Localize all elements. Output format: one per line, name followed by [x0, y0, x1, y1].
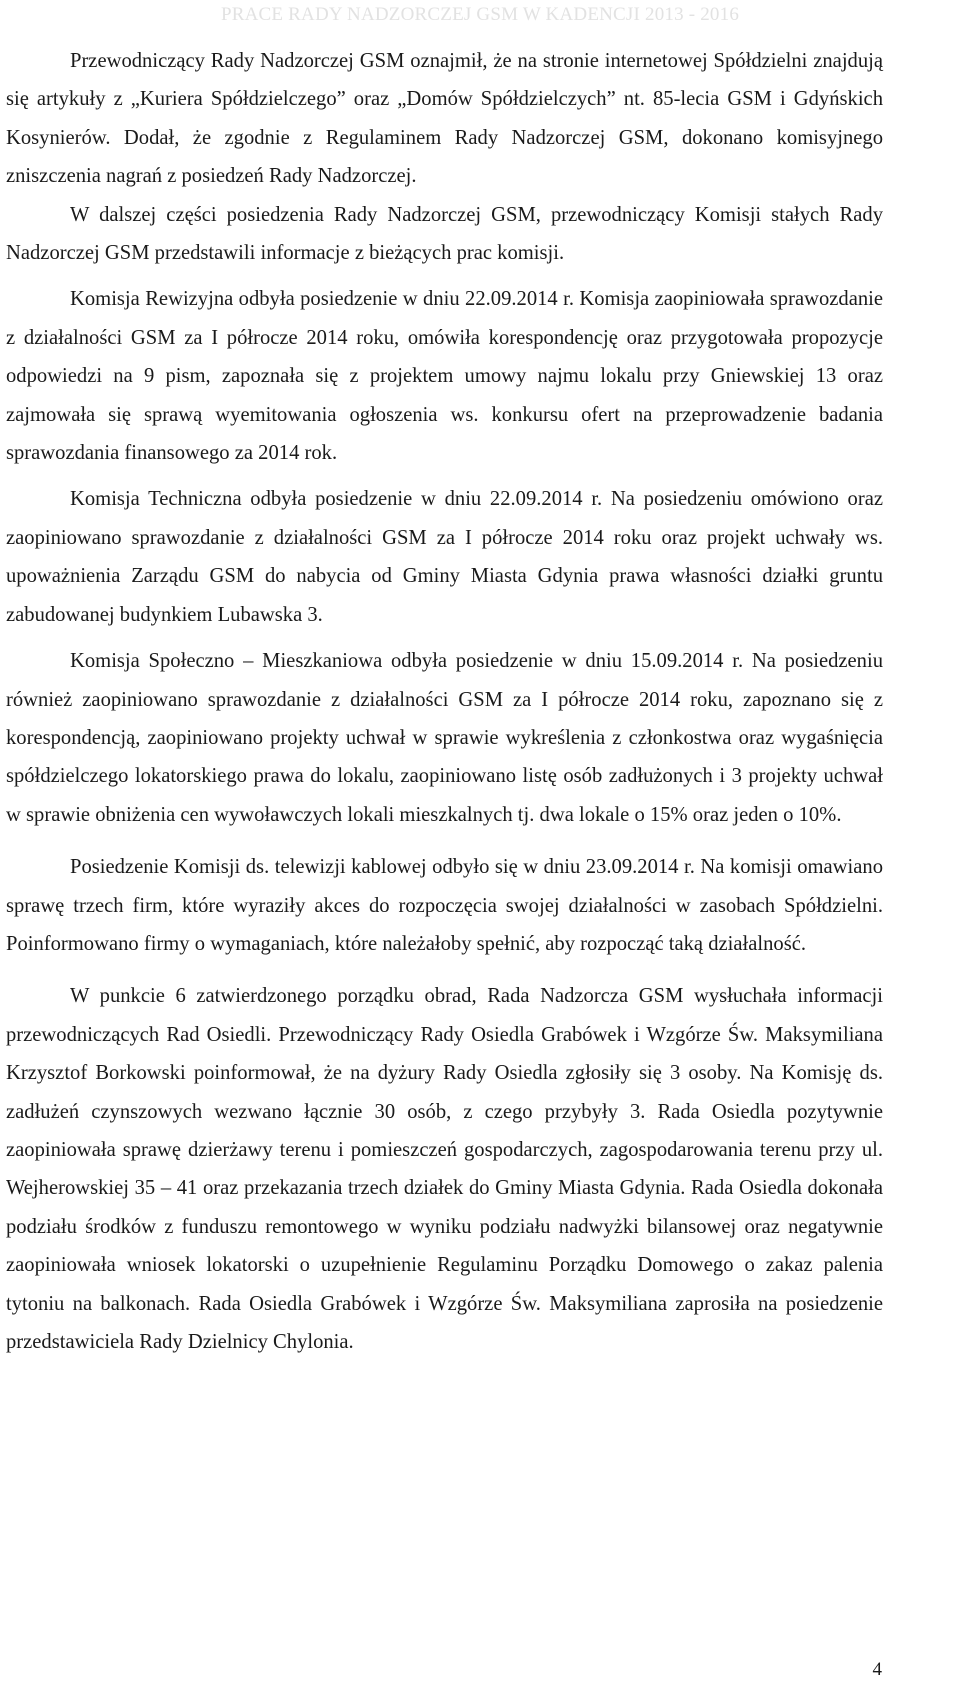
paragraph-estate-councils: W punkcie 6 zatwierdzonego porządku obrad, Rada Nadzorcza GSM wysłuchała informacji przewodniczących Rad Osiedli. Przewodniczący Rady Osiedla Grabówek i Wzgórze Św. Maksymiliana Krzysztof Borkowski poinformował, że na dyżury Rady Osiedla zgłosiły się 3 osoby. Na Komisję ds. zadłużeń czynszowych wezwano łącznie 30 osób, z czego przybyły 3. Rada Osiedla pozytywnie zaopiniowała sprawę dzierżawy terenu i pomieszczeń gospodarczych, zagospodarowania terenu przy ul. Wejherowskiej 35 – 41 oraz przekazania trzech działek do Gminy Miasta Gdynia. Rada Osiedla dokonała podziału środków z funduszu remontowego w wyniku podziału nadwyżki bilansowej oraz negatywnie zaopiniowała wniosek lokatorski o uzupełnienie Regulaminu Porządku Domowego o zakaz palenia tytoniu na balkonach. Rada Osiedla Grabówek i Wzgórze Św. Maksymiliana zaprosiła na posiedzenie przedstawiciela Rady Dzielnicy Chylonia.: [6, 985, 883, 1353]
paragraph-chairman-announcement: Przewodniczący Rady Nadzorczej GSM oznajmił, że na stronie internetowej Spółdzielni znajdują się artykuły z „Kuriera Spółdzielczego” oraz „Domów Spółdzielczych” nt. 85-lecia GSM i Gdyńskich Kosynierów. Dodał, że zgodnie z Regulaminem Rady Nadzorczej GSM, dokonano komisyjnego zniszczenia nagrań z posiedzeń Rady Nadzorczej.: [6, 50, 883, 188]
paragraph-committee-reports-intro: W dalszej części posiedzenia Rady Nadzorczej GSM, przewodniczący Komisji stałych Rady Nadzorczej GSM przedstawili informacje z bieżących prac komisji.: [6, 203, 883, 265]
document-body: [6, 42, 883, 1369]
page-number: 4: [872, 1659, 882, 1680]
paragraph-cable-tv-committee: Posiedzenie Komisji ds. telewizji kablowej odbyło się w dniu 23.09.2014 r. Na komisji omawiano sprawę trzech firm, które wyraziły akces do rozpoczęcia swojej działalności w zasobach Spółdzielni. Poinformowano firmy o wymaganiach, które należałoby spełnić, aby rozpocząć taką działalność.: [6, 856, 883, 955]
paragraph-social-housing-committee: Komisja Społeczno – Mieszkaniowa odbyła posiedzenie w dniu 15.09.2014 r. Na posiedzeniu również zaopiniowano sprawozdanie z działalności GSM za I półrocze 2014 roku, zapoznano się z korespondencją, zaopiniowano projekty uchwał w sprawie wykreślenia z członkostwa oraz wygaśnięcia spółdzielczego lokatorskiego prawa do lokalu, zaopiniowano listę osób zadłużonych i 3 projekty uchwał w sprawie obniżenia cen wywoławczych lokali mieszkalnych tj. dwa lokale o 15% oraz jeden o 10%.: [6, 650, 883, 826]
paragraph-technical-committee: Komisja Techniczna odbyła posiedzenie w dniu 22.09.2014 r. Na posiedzeniu omówiono oraz zaopiniowano sprawozdanie z działalności GSM za I półrocze 2014 roku oraz projekt uchwały ws. upoważnienia Zarządu GSM do nabycia od Gminy Miasta Gdynia prawa własności działki gruntu zabudowanej budynkiem Lubawska 3.: [6, 488, 883, 626]
running-header: PRACE RADY NADZORCZEJ GSM W KADENCJI 2013 - 2016: [220, 4, 740, 25]
paragraph-audit-committee: Komisja Rewizyjna odbyła posiedzenie w dniu 22.09.2014 r. Komisja zaopiniowała sprawozdanie z działalności GSM za I półrocze 2014 roku, omówiła korespondencję oraz przygotowała propozycje odpowiedzi na 9 pism, zapoznała się z projektem umowy najmu lokalu przy Gniewskiej 13 oraz zajmowała się sprawą wyemitowania ogłoszenia ws. konkursu ofert na przeprowadzenie badania sprawozdania finansowego za 2014 rok.: [6, 288, 883, 465]
